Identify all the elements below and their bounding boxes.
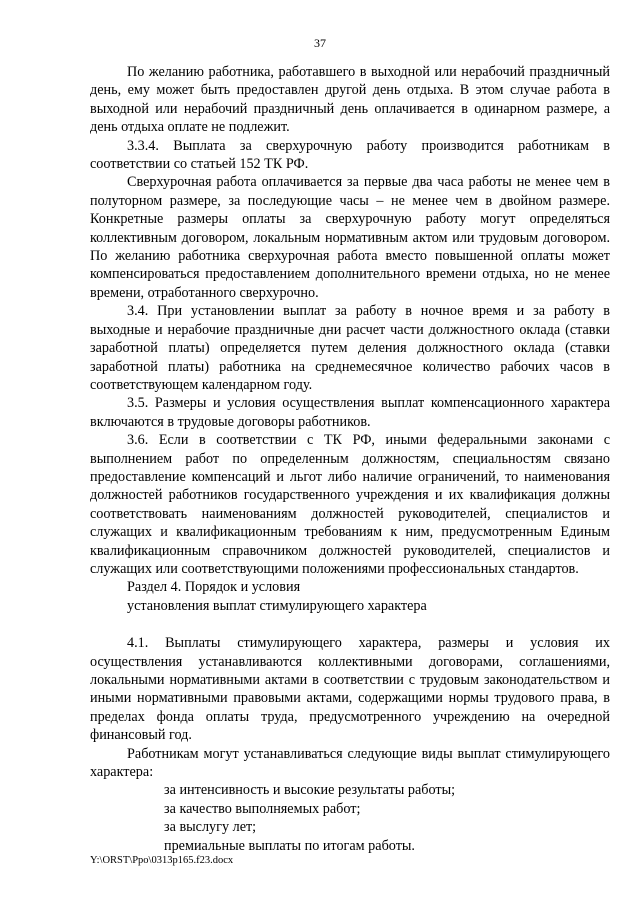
section-spacer	[90, 615, 610, 634]
paragraph-3-6: 3.6. Если в соответствии с ТК РФ, иными федеральными законами с выполнением работ по определенным должностям, специальностям связано предоставление компенсаций и льгот либо наличие ограничений, то наименования должностей работников государственного учреждения и их квалификация должны соответствовать наименованиям должностей руководителей, специалистов и служащих и квалификационным требованиям к ним, предусмотренным Единым квалификационным справочником должностей руководителей, специалистов и служащих или соответствующими положениями профессиональных стандартов.	[90, 432, 610, 577]
document-body	[90, 63, 610, 855]
paragraph-3-3-4: 3.3.4. Выплата за сверхурочную работу производится работникам в соответствии со статьей 152 ТК РФ.	[90, 137, 610, 173]
list-item-quality: за качество выполняемых работ;	[164, 800, 361, 817]
paragraph-3-5: 3.5. Размеры и условия осуществления выплат компенсационного характера включаются в трудовые договоры работников.	[90, 395, 610, 430]
page-number: 37	[314, 36, 326, 50]
paragraph-4-1: 4.1. Выплаты стимулирующего характера, размеры и условия их осуществления устанавливаются коллективными договорами, соглашениями, локальными нормативными актами в соответствии с трудовым законодательством и иными нормативными правовыми актами, содержащими нормы трудового права, в пределах фонда оплаты труда, предусмотренного учреждению на очередной финансовый год.	[90, 635, 610, 744]
footer-file-path: Y:\ORST\Ppo\0313p165.f23.docx	[90, 855, 234, 866]
paragraph-payment-types: Работникам могут устанавливаться следующие виды выплат стимулирующего характера:	[90, 745, 610, 781]
list-item-seniority: за выслугу лет;	[164, 819, 257, 836]
paragraph-overtime-rates: Сверхурочная работа оплачивается за первые два часа работы не менее чем в полуторном размере, за последующие часы – не менее чем в двойном размере. Конкретные размеры оплаты за сверхурочную работу могут определяться коллективным договором, локальным нормативным актом или трудовым договором. По желанию работника сверхурочная работа вместо повышенной оплаты может компенсироваться предоставлением дополнительного времени отдыха, но не менее времени, отработанного сверхурочно.	[90, 174, 610, 301]
list-item-intensity: за интенсивность и высокие результаты работы;	[164, 782, 456, 799]
paragraph-day-off: По желанию работника, работавшего в выходной или нерабочий праздничный день, ему может быть предоставлен другой день отдыха. В этом случае работа в выходной или нерабочий праздничный день оплачивается в одинарном размере, а день отдыха оплате не подлежит.	[90, 64, 610, 136]
section-4-title: Раздел 4. Порядок и условия	[127, 579, 301, 596]
list-item-bonus: премиальные выплаты по итогам работы.	[164, 837, 415, 854]
section-4-subtitle: установления выплат стимулирующего характера	[127, 597, 427, 614]
paragraph-3-4: 3.4. При установлении выплат за работу в ночное время и за работу в выходные и нерабочие праздничные дни расчет части должностного оклада (ставки заработной платы) определяется путем деления должностного оклада (ставки заработной платы) работника на среднемесячное количество рабочих часов в соответствующем календарном году.	[90, 303, 610, 393]
